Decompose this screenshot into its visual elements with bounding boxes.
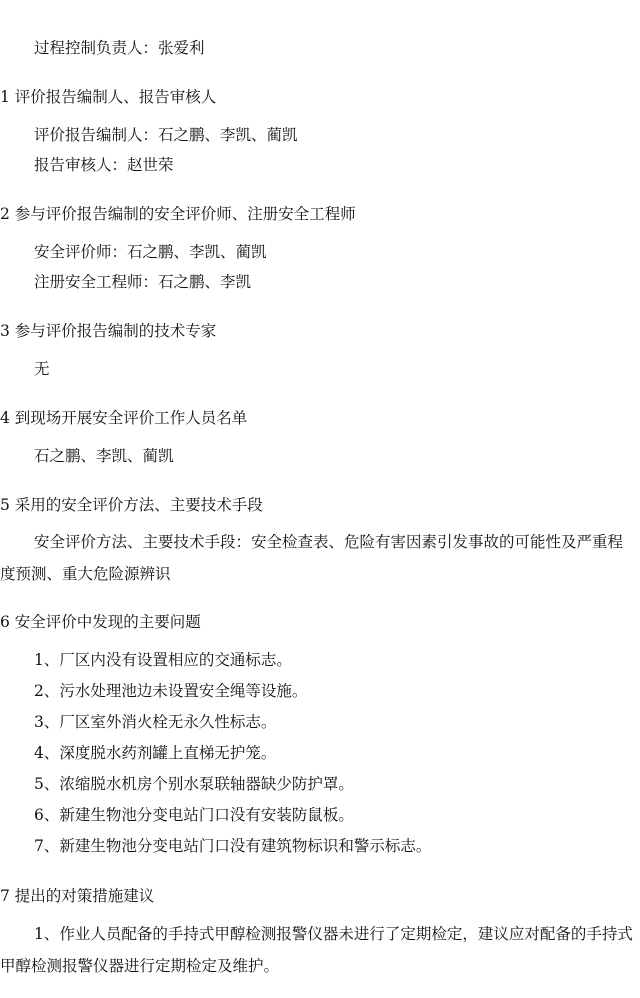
issue-item: 4、深度脱水药剂罐上直梯无护笼。 [34,744,277,762]
safety-assessor-line: 安全评价师：石之鹏、李凯、蔺凯 [34,243,267,261]
section-2-heading: 2 参与评价报告编制的安全评价师、注册安全工程师 [0,205,356,223]
issue-item: 6、新建生物池分变电站门口没有安装防鼠板。 [34,806,354,824]
technical-expert-line: 无 [34,360,50,378]
section-3-heading: 3 参与评价报告编制的技术专家 [0,322,217,340]
registered-engineer-line: 注册安全工程师：石之鹏、李凯 [34,273,252,291]
issue-item: 2、污水处理池边未设置安全绳等设施。 [34,682,308,700]
recommendation-paragraph: 1、作业人员配备的手持式甲醇检测报警仪器未进行了定期检定，建议应对配备的手持式甲醇检测报警仪器进行定期检定及维护。 [0,925,633,975]
issue-item: 1、厂区内没有设置相应的交通标志。 [34,651,292,669]
section-4-heading: 4 到现场开展安全评价工作人员名单 [0,409,248,427]
section-5-heading: 5 采用的安全评价方法、主要技术手段 [0,496,263,514]
report-reviewer-line: 报告审核人：赵世荣 [34,156,174,174]
methods-paragraph: 安全评价方法、主要技术手段：安全检查表、危险有害因素引发事故的可能性及严重程度预测、重大危险源辨识 [0,533,624,583]
issue-item: 5、浓缩脱水机房个别水泵联轴器缺少防护罩。 [34,775,354,793]
onsite-staff-line: 石之鹏、李凯、蔺凯 [34,447,174,465]
section-1-heading: 1 评价报告编制人、报告审核人 [0,88,217,106]
section-7-heading: 7 提出的对策措施建议 [0,887,155,905]
report-author-line: 评价报告编制人：石之鹏、李凯、蔺凯 [34,126,298,144]
section-6-heading: 6 安全评价中发现的主要问题 [0,613,201,631]
process-control-line: 过程控制负责人：张爱利 [34,39,205,57]
issue-item: 3、厂区室外消火栓无永久性标志。 [34,713,277,731]
issue-item: 7、新建生物池分变电站门口没有建筑物标识和警示标志。 [34,837,432,855]
